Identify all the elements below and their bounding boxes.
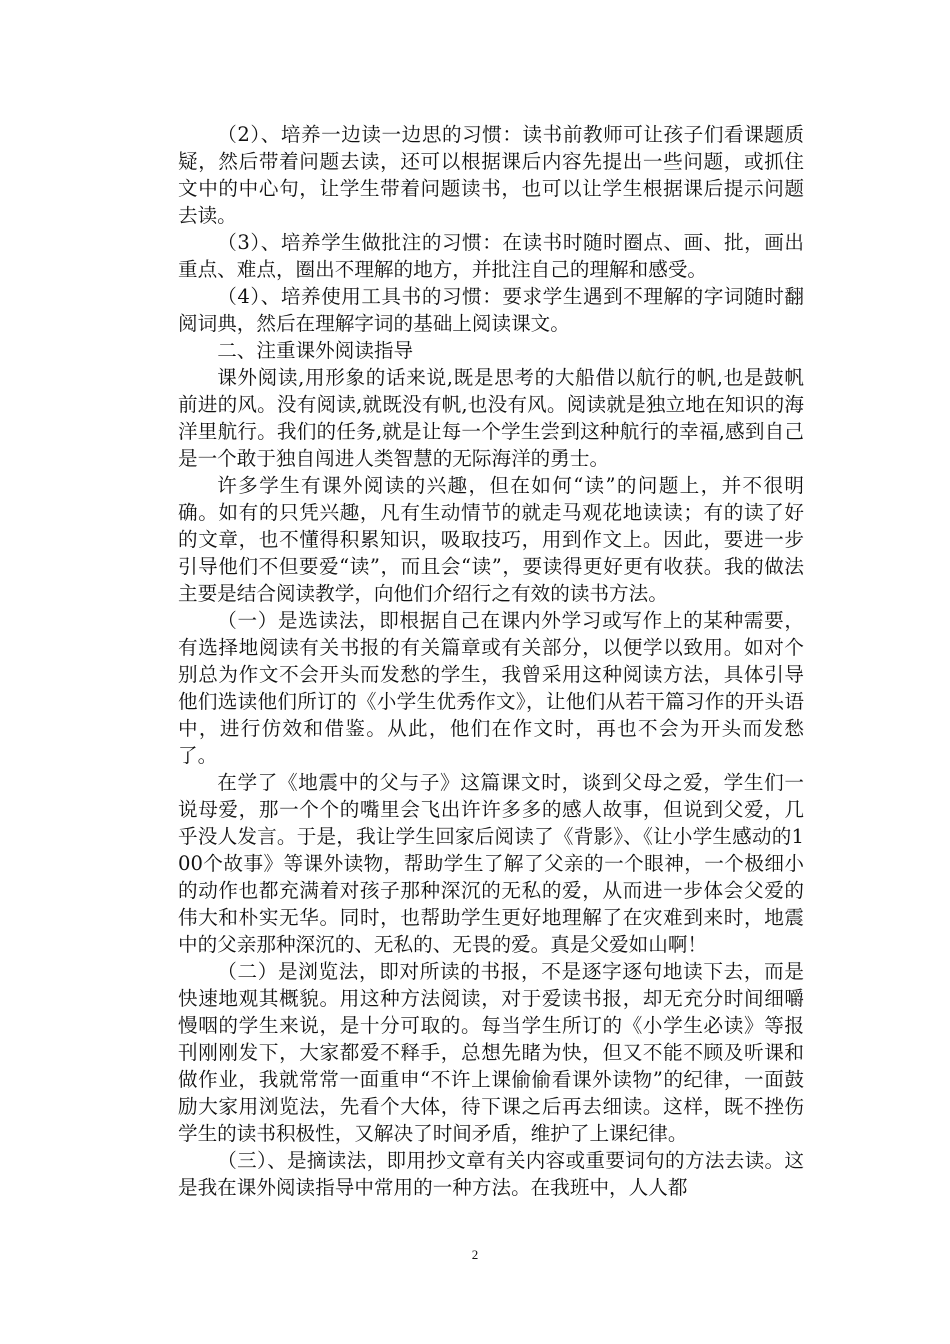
section-heading: 二、注重课外阅读指导 bbox=[217, 339, 414, 362]
paragraph-excerpt-method: （三）、是摘读法，即用抄文章有关内容或重要词句的方法去读。这是我在课外阅读指导中常用的一种方法。在我班中，人人都 bbox=[178, 1149, 804, 1199]
paragraph-selective-reading: （一）是选读法，即根据自己在课内外学习或写作上的某种需要，有选择地阅读有关书报的有关篇章或有关部分，以便学以致用。如对个别总为作文不会开头而发愁的学生，我曾采用这种阅读方法，具体引导他们选读他们所订的《小学生优秀作文》，让他们从若干篇习作的开头语中，进行仿效和借鉴。从此，他们在作文时，再也不会为开头而发愁了。 bbox=[178, 609, 804, 767]
paragraph-reading-interest: 许多学生有课外阅读的兴趣，但在如何“读”的问题上，并不很明确。如有的只凭兴趣，凡有生动情节的就走马观花地读读；有的读了好的文章，也不懂得积累知识，吸取技巧，用到作文上。因此，要进一步引导他们不但要爱“读”，而且会“读”，要读得更好更有收获。我的做法主要是结合阅读教学，向他们介绍行之有效的读书方法。 bbox=[178, 474, 804, 605]
paragraph-browsing-method: （二）是浏览法，即对所读的书报，不是逐字逐句地读下去，而是快速地观其概貌。用这种方法阅读，对于爱读书报，却无充分时间细嚼慢咽的学生来说，是十分可取的。每当学生所订的《小学生必读》等报刊刚刚发下，大家都爱不释手，总想先睹为快，但又不能不顾及听课和做作业，我就常常一面重申“不许上课偷偷看课外读物”的纪律，一面鼓励大家用浏览法，先看个大体，待下课之后再去细读。这样，既不挫伤学生的读书积极性，又解决了时间矛盾，维护了上课纪律。 bbox=[178, 960, 804, 1145]
paragraph-habit-annotation: （3）、培养学生做批注的习惯：在读书时随时圈点、画、批，画出重点、难点，圈出不理解的地方，并批注自己的理解和感受。 bbox=[178, 231, 804, 281]
paragraph-father-and-son-example: 在学了《地震中的父与子》这篇课文时，谈到父母之爱，学生们一说母爱，那一个个的嘴里会飞出许许多多的感人故事，但说到父爱，几乎没人发言。于是，我让学生回家后阅读了《背影》、《让小学生感动的100个故事》等课外读物，帮助学生了解了父亲的一个眼神，一个极细小的动作也都充满着对孩子那种深沉的无私的爱，从而进一步体会父爱的伟大和朴实无华。同时，也帮助学生更好地理解了在灾难到来时，地震中的父亲那种深沉的、无私的、无畏的爱。真是父爱如山啊！ bbox=[178, 771, 804, 956]
paragraph-extracurricular-reading: 课外阅读,用形象的话来说,既是思考的大船借以航行的帆,也是鼓帆前进的风。没有阅读,就既没有帆,也没有风。阅读就是独立地在知识的海洋里航行。我们的任务,就是让每一个学生尝到这种航行的幸福,感到自己是一个敢于独自闯进人类智慧的无际海洋的勇士。 bbox=[178, 366, 804, 470]
body-text bbox=[178, 121, 804, 1201]
paragraph-habit-think-while-reading: （2）、培养一边读一边思的习惯：读书前教师可让孩子们看课题质疑，然后带着问题去读，还可以根据课后内容先提出一些问题，或抓住文中的中心句，让学生带着问题读书，也可以让学生根据课后提示问题去读。 bbox=[178, 123, 804, 227]
paragraph-habit-reference-books: （4）、培养使用工具书的习惯：要求学生遇到不理解的字词随时翻阅词典，然后在理解字词的基础上阅读课文。 bbox=[178, 285, 804, 335]
page-number: 2 bbox=[471, 1247, 479, 1262]
